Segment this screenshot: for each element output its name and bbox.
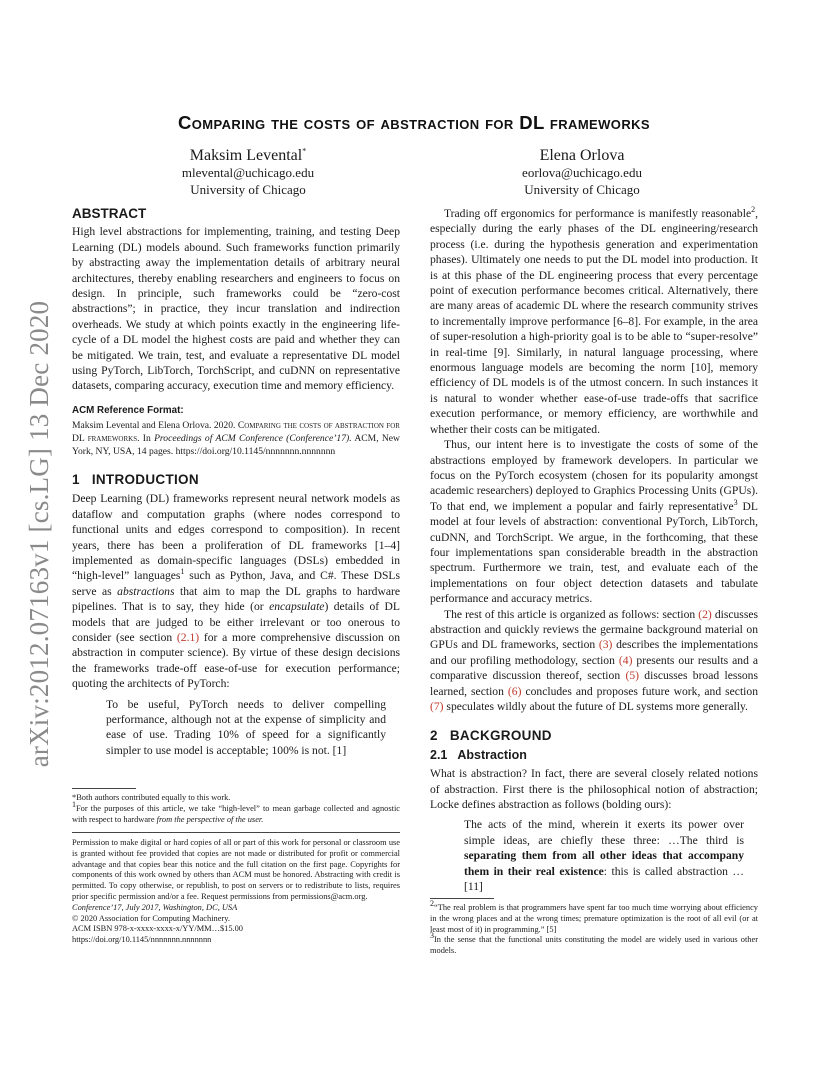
section-link[interactable]: (7) <box>430 700 444 713</box>
author-name: Maksim Levental* <box>189 146 307 164</box>
right-footnotes <box>430 898 758 957</box>
abstract-heading: ABSTRACT <box>72 206 147 221</box>
footnote-2: $^2$“The real problem is that programmers have spent far too much time worrying about efficiency in the wrong places and at the wrong times; premature optimization is the root of all evil (or at least most of it) in programming.” [5] <box>430 899 758 934</box>
author-affiliation: University of Chicago <box>524 181 640 197</box>
section-link[interactable]: (2.1) <box>176 630 200 644</box>
intro-paragraph: Deep Learning (DL) frameworks represent neural network models as dataflow and computation graphs (where nodes correspond to functional units and edges correspond to composition). In recent years, there has been a proliferation of DL frameworks [1–4] implemented as domain-specific languages (DSLs) embedded in “high-level” languages$^1$ such as Python, Java, and C#. These DSLs serve as abstractions that aim to map the DL graphs to hardware pipelines. That is to say, they hide (or encapsulate) details of DL models that are judged to be either irrelevant or too onerous to consider (see section (2.1) for a more comprehensive discussion on abstraction in computer science). By virtue of these design decisions the frameworks trade-off ease-of-use for execution performance; quoting the architects of PyTorch: <box>72 492 401 691</box>
subsection-heading-abstraction: 2.1 Abstraction <box>430 747 527 762</box>
arxiv-identifier-stamp <box>19 284 59 784</box>
left-column <box>72 206 400 758</box>
right-paragraph-1: Trading off ergonomics for performance is manifestly reasonable$^2$, especially during the early phases of the DL engineering/research process (i.e. during the hypothesis generation and experimentation phases). Ultimately one needs to put the DL model into production. It is at this phase of the DL engineering process that every percentage point of execution performance becomes critical. Alternatively, there are many areas of academic DL where the research community strives to incrementally improve performance [6–8]. For example, in the area of super-resolution a high-priority goal is to be able to “super-resolve” in real-time [9]. Similarly, in natural language processing, where enormous language models are becoming the norm [10], memory efficiency of DL models is of the utmost concern. In such instances it is natural to wonder whether ease-of-use trade-offs that sacrifice execution performance, or memory efficiency, are worthwhile and whether their costs can be mitigated. <box>430 205 758 436</box>
section-heading-introduction: 1 INTRODUCTION <box>72 471 199 487</box>
arxiv-id-text: arXiv:2012.07163v1 [cs.LG] 13 Dec 2020 <box>24 300 54 768</box>
conference-line: Conference’17, July 2017, Washington, DC, USA <box>72 902 238 912</box>
footnote-rule <box>430 898 494 899</box>
footnote-3: $^3$In the sense that the functional units constituting the model are widely used in various other models. <box>430 931 758 956</box>
footnote-1: $^1$For the purposes of this article, we take “high-level” to mean garbage collected and agnostic with respect to hardware from the perspective of the user. <box>72 800 400 824</box>
section-link[interactable]: (5) <box>625 669 639 683</box>
locke-quote: The acts of the mind, wherein it exerts its power over simple ideas, are chiefly these three: …The third is separating them from all other ideas that accompany them in their real existence: this is called abstraction … [11] <box>464 818 744 894</box>
section-link[interactable]: (3) <box>598 638 613 652</box>
background-paragraph: What is abstraction? In fact, there are several closely related notions of abstraction. First there is the philosophical notion of abstraction; Locke defines abstraction as follows (bolding ours): <box>430 767 758 812</box>
acm-reference-label: ACM Reference Format: <box>72 404 184 416</box>
author-name: Elena Orlova <box>539 147 625 164</box>
author-block-2 <box>432 146 732 198</box>
section-link[interactable]: (4) <box>618 653 633 667</box>
isbn-line: ACM ISBN 978-x-xxxx-xxxx-x/YY/MM…$15.00 <box>72 924 243 934</box>
author-email: eorlova@uchicago.edu <box>522 165 642 180</box>
footnote-rule <box>72 788 136 789</box>
paper-title: Comparing the costs of abstraction for DL frameworks <box>178 112 650 133</box>
section-link[interactable]: (6) <box>507 684 522 698</box>
right-paragraph-3: The rest of this article is organized as follows: section (2) discusses abstraction and quickly reviews the germaine background material on GPUs and DL frameworks, section (3) describes the implementations and our profiling methodology, section (4) presents our results and a comparative discussion thereof, section (5) discusses broad lessons learned, section (6) concludes and proposes future work, and section (7) speculates wildly about the future of DL systems more generally. <box>430 607 758 713</box>
section-heading-background: 2 BACKGROUND <box>430 728 552 744</box>
permission-text: Permission to make digital or hard copies of all or part of this work for personal or classroom use is granted without fee provided that copies are not made or distributed for profit or commercial advantage and that copies bear this notice and the full citation on the first page. Copyrights for components of this work owned by others than ACM must be honored. Abstracting with credit is permitted. To copy otherwise, or republish, to post on servers or to redistribute to lists, requires prior specific permission and/or a fee. Request permissions from permissions@acm.org. <box>72 838 400 901</box>
acm-reference-format: ACM Reference Format: Maksim Levental and Elena Orlova. 2020. Comparing the costs of abstraction for DL frameworks. In Proceedings of ACM Conference (Conference’17). ACM, New York, NY, USA, 14 pages. https://doi.org/10.1145/nnnnnnn.nnnnnnn <box>72 404 400 457</box>
author-affiliation: University of Chicago <box>190 181 306 197</box>
author-block-1 <box>98 146 398 198</box>
copyright-line: © 2020 Association for Computing Machinery. <box>72 913 230 923</box>
permission-rule <box>72 832 400 833</box>
pytorch-quote: To be useful, PyTorch needs to deliver compelling performance, although not at the expense of simplicity and ease of use. Trading 10% of speed for a significantly simpler to use model is acceptable; 100% is not. [1] <box>106 697 386 757</box>
right-paragraph-2: Thus, our intent here is to investigate the costs of some of the abstractions employed by framework developers. In particular we focus on the PyTorch ecosystem (chosen for its popularity amongst academic researchers) deployed to Graphics Processing Units (GPUs). To that end, we implement a popular and fairly representative$^3$ DL model at four levels of abstraction: conventional PyTorch, LibTorch, cuDNN, and TorchScript. We argue, in the forthcoming, that these four implementations span considerable breadth in the abstraction spectrum. Furthermore we train, test, and evaluate each of the implementations on four object detection datasets and tabulate performance and accuracy metrics. <box>430 438 758 606</box>
footnote-equal-contribution: *Both authors contributed equally to this work. <box>72 793 231 802</box>
right-column <box>430 206 758 894</box>
author-email: mlevental@uchicago.edu <box>181 165 315 180</box>
left-footnotes <box>72 788 400 825</box>
permission-block <box>72 832 400 946</box>
section-link[interactable]: (2) <box>698 607 712 621</box>
doi-line: https://doi.org/10.1145/nnnnnnn.nnnnnnn <box>72 935 212 945</box>
abstract-text: High level abstractions for implementing, training, and testing Deep Learning (DL) models abound. Such frameworks function primarily by abstracting away the implementation details of arbitrary neural architectures, thereby enabling researchers and engineers to focus on design. In principle, such frameworks could be “zero-cost abstractions”; in practice, they incur translation and indirection overheads. We study at which points exactly in the engineering life-cycle of a DL model the highest costs are paid and whether they can be mitigated. We train, test, and evaluate a representative DL model using PyTorch, LibTorch, TorchScript, and cuDNN on representative datasets, comparing accuracy, execution time and memory efficiency. <box>72 225 400 393</box>
